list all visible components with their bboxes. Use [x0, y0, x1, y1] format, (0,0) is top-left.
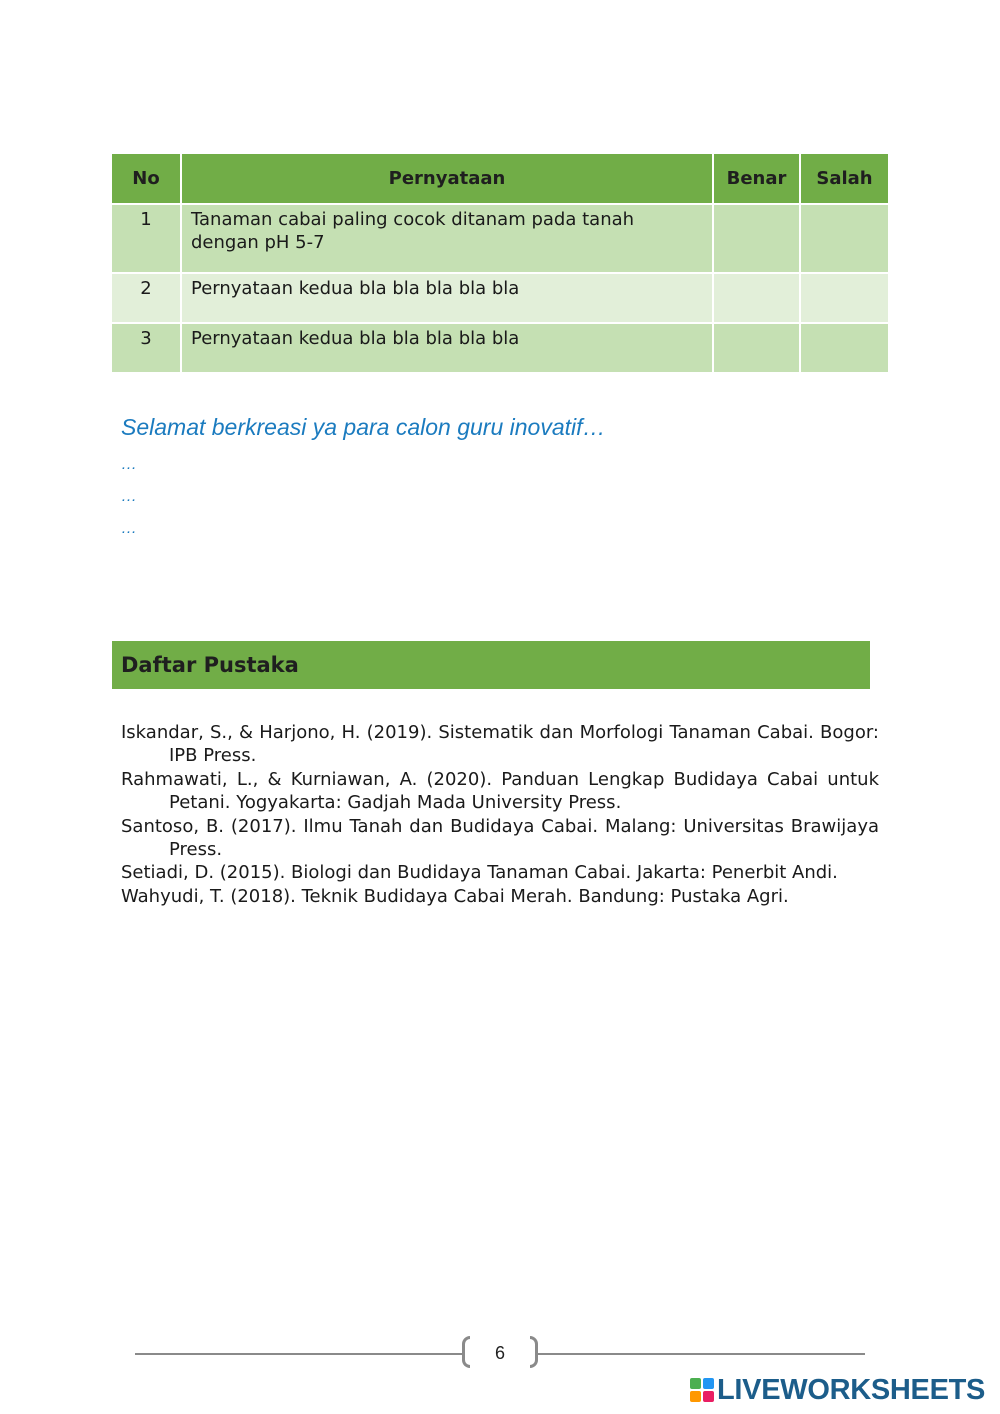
page-number: 6	[494, 1343, 505, 1363]
page-bracket-left	[462, 1336, 470, 1368]
salah-cell[interactable]	[800, 323, 888, 372]
footer-line-right	[538, 1353, 865, 1355]
greeting-text: Selamat berkreasi ya para calon guru inovatif…	[121, 414, 606, 440]
header-statement: Pernyataan	[181, 154, 713, 204]
header-benar: Benar	[713, 154, 800, 204]
ellipsis-line: …	[121, 456, 137, 473]
reference-item: Wahyudi, T. (2018). Teknik Budidaya Cabai Merah. Bandung: Pustaka Agri.	[121, 885, 789, 907]
row-statement: Pernyataan kedua bla bla bla bla bla	[181, 273, 713, 323]
benar-cell[interactable]	[713, 323, 800, 372]
salah-cell[interactable]	[800, 273, 888, 323]
table-header-row	[112, 154, 888, 204]
header-salah: Salah	[800, 154, 888, 204]
row-number: 3	[112, 323, 181, 372]
row-statement: Tanaman cabai paling cocok ditanam pada tanah dengan pH 5-7	[181, 204, 713, 273]
salah-cell[interactable]	[800, 204, 888, 273]
footer-line-left	[135, 1353, 462, 1355]
page-bracket-right	[530, 1336, 538, 1368]
reference-list	[121, 721, 879, 908]
liveworksheets-brand[interactable]	[690, 1374, 985, 1406]
benar-cell[interactable]	[713, 204, 800, 273]
table-row	[112, 323, 888, 372]
brand-text: LIVEWORKSHEETS	[717, 1373, 986, 1406]
ellipsis-line: …	[121, 488, 137, 505]
row-statement: Pernyataan kedua bla bla bla bla bla	[181, 323, 713, 372]
row-number: 1	[112, 204, 181, 273]
reference-item: Santoso, B. (2017). Ilmu Tanah dan Budidaya Cabai. Malang: Universitas Brawijaya Press.	[121, 815, 879, 861]
table-row	[112, 204, 888, 273]
references-heading	[112, 641, 870, 689]
reference-item: Rahmawati, L., & Kurniawan, A. (2020). Panduan Lengkap Budidaya Cabai untuk Petani. Yogyakarta: Gadjah Mada University Press.	[121, 768, 879, 814]
table-row	[112, 273, 888, 323]
references-title: Daftar Pustaka	[121, 653, 299, 677]
header-no: No	[112, 154, 181, 204]
ellipsis-line: …	[121, 520, 137, 537]
reference-item: Setiadi, D. (2015). Biologi dan Budidaya Tanaman Cabai. Jakarta: Penerbit Andi.	[121, 862, 838, 884]
liveworksheets-logo-icon	[690, 1378, 714, 1402]
quiz-table	[112, 154, 888, 372]
row-number: 2	[112, 273, 181, 323]
benar-cell[interactable]	[713, 273, 800, 323]
reference-item: Iskandar, S., & Harjono, H. (2019). Sistematik dan Morfologi Tanaman Cabai. Bogor: IPB Press.	[121, 722, 879, 767]
